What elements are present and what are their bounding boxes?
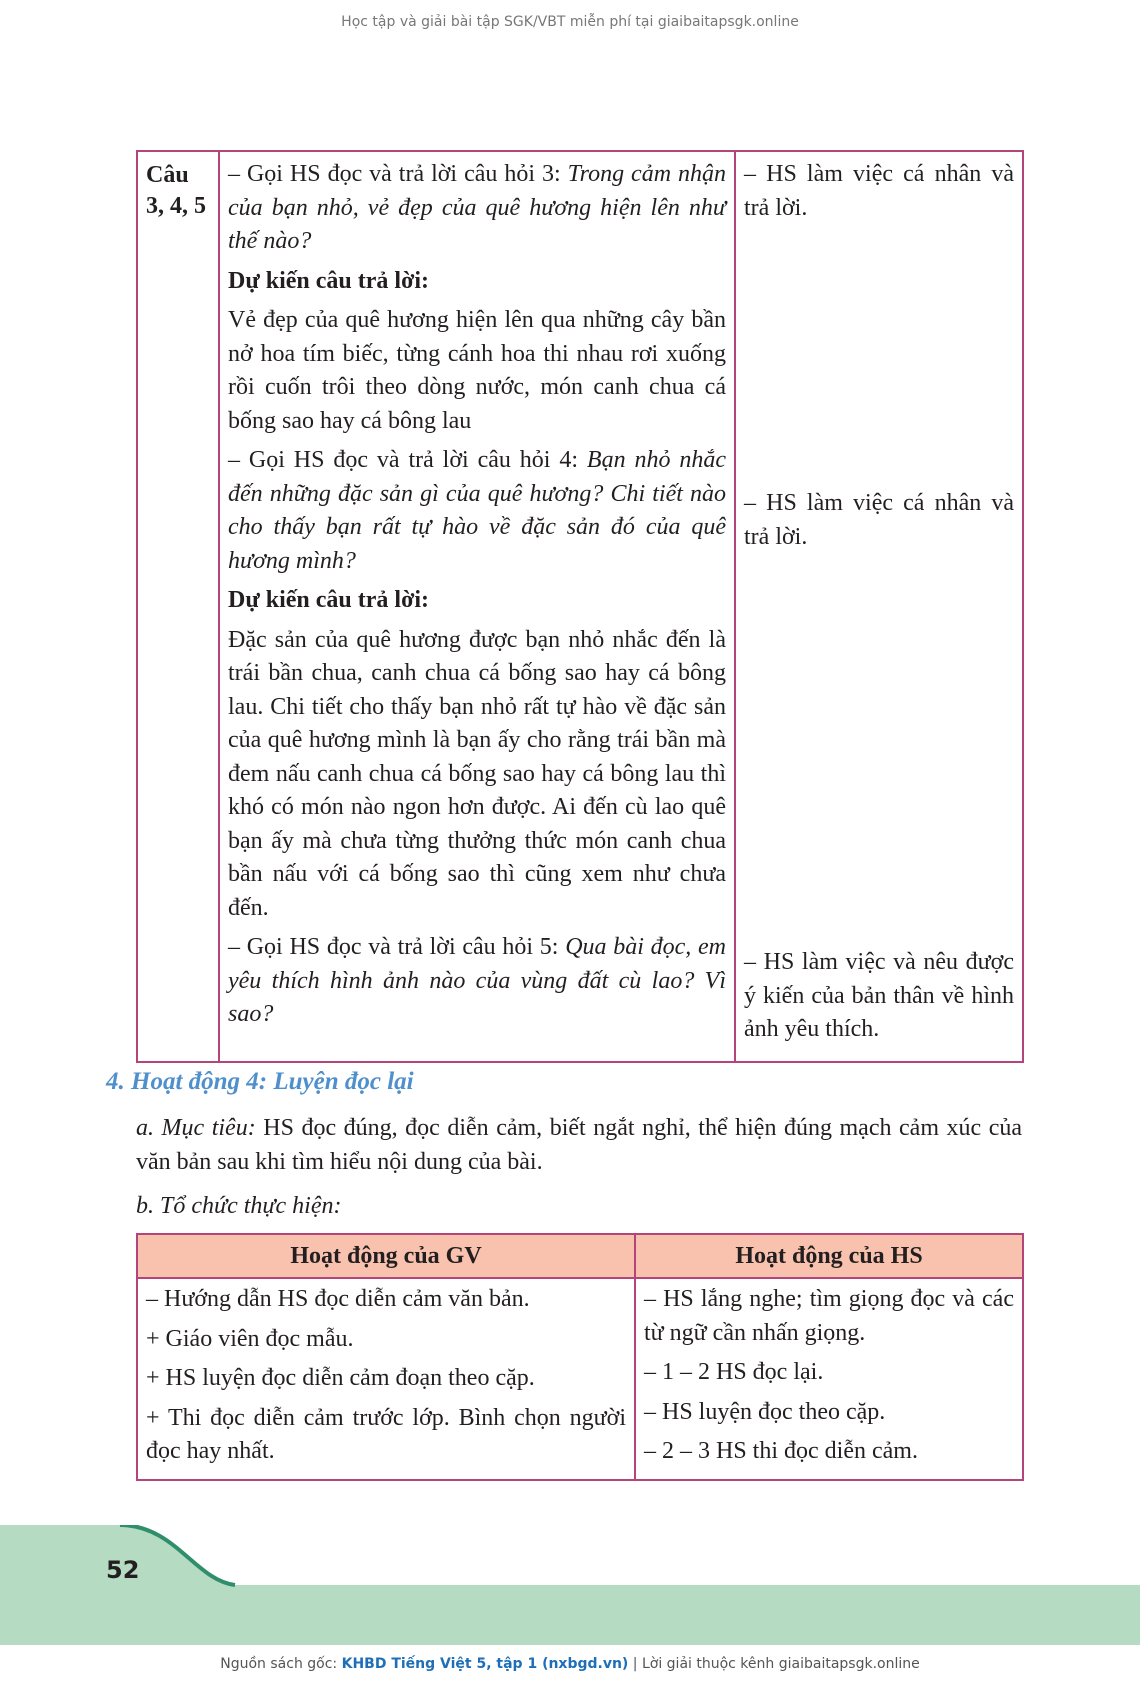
- question-3-text: Trong cảm nhận của bạn nhỏ, vẻ đẹp của quê hương hiện lên như thế nào?: [228, 161, 726, 254]
- student-response-2: – HS làm việc cá nhân và trả lời.: [744, 490, 1014, 550]
- teacher-step-4: + Thi đọc diễn cảm trước lớp. Bình chọn người đọc hay nhất.: [146, 1404, 626, 1464]
- question-4-prefix: – Gọi HS đọc và trả lời câu hỏi 4:: [228, 447, 587, 473]
- student-step-4: – 2 – 3 HS thi đọc diễn cảm.: [644, 1438, 918, 1464]
- header-teacher-activity: Hoạt động của GV: [137, 1234, 635, 1278]
- teacher-step-3: + HS luyện đọc diễn cảm đoạn theo cặp.: [146, 1365, 535, 1391]
- student-step-3: – HS luyện đọc theo cặp.: [644, 1398, 886, 1425]
- activity-table-reading: [136, 1233, 1024, 1481]
- organization-label: b. Tổ chức thực hiện:: [136, 1193, 342, 1219]
- teacher-activity-cell: [219, 151, 735, 1062]
- page-number: 52: [106, 1556, 140, 1584]
- question-label-line1: Câu: [146, 162, 189, 188]
- footer-prefix: Nguồn sách gốc:: [220, 1656, 342, 1672]
- student-step-2: – 1 – 2 HS đọc lại.: [644, 1359, 824, 1385]
- student-step-1: – HS lắng nghe; tìm giọng đọc và các từ ngữ cần nhấn giọng.: [644, 1286, 1014, 1346]
- question-5: [228, 931, 726, 1032]
- teacher-step-2: + Giáo viên đọc mẫu.: [146, 1325, 354, 1352]
- footer-wave-decoration: [0, 1525, 1140, 1645]
- student-activity-cell: [635, 1278, 1023, 1480]
- teacher-step-1: – Hướng dẫn HS đọc diễn cảm văn bản.: [146, 1286, 530, 1312]
- section-4-heading: 4. Hoạt động 4: Luyện đọc lại: [106, 1068, 414, 1095]
- footer-source: [0, 1656, 1140, 1672]
- goal-text: HS đọc đúng, đọc diễn cảm, biết ngắt nghỉ, thể hiện đúng mạch cảm xúc của văn bản sau khi tìm hiểu nội dung của bài.: [136, 1115, 1023, 1175]
- answer-heading-2: Dự kiến câu trả lời:: [228, 587, 430, 613]
- goal-label: a. Mục tiêu:: [136, 1115, 256, 1141]
- header-student-activity: Hoạt động của HS: [635, 1234, 1023, 1278]
- question-5-text: Qua bài đọc, em yêu thích hình ảnh nào của vùng đất cù lao? Vì sao?: [228, 934, 727, 1027]
- answer-2: Đặc sản của quê hương được bạn nhỏ nhắc đến là trái bần chua, canh chua cá bống sao hay cá bông lau. Chi tiết cho thấy bạn nhỏ rất tự hào về đặc sản của quê hương mình là bạn ấy cho rằng trái bần mà đem nấu canh chua cá bống sao hay cá bông lau thì khó có món nào ngon hơn được. Ai đến cù lao quê bạn ấy mà chưa từng thưởng thức món canh chua bần nấu với cá bống sao thì cũng xem như chưa đến.: [228, 626, 726, 921]
- footer-suffix: | Lời giải thuộc kênh giaibaitapsgk.online: [628, 1656, 920, 1672]
- table-row: [137, 1278, 1023, 1480]
- footer-source-link[interactable]: KHBD Tiếng Việt 5, tập 1 (nxbgd.vn): [341, 1656, 629, 1672]
- goal-paragraph: [136, 1112, 1022, 1179]
- question-label-cell: [137, 151, 219, 1062]
- activity-table-questions: [136, 150, 1024, 1063]
- student-response-3: – HS làm việc và nêu được ý kiến của bản thân về hình ảnh yêu thích.: [744, 949, 1014, 1042]
- student-response-1: – HS làm việc cá nhân và trả lời.: [744, 161, 1014, 221]
- answer-heading-1: Dự kiến câu trả lời:: [228, 267, 430, 294]
- teacher-activity-cell: [137, 1278, 635, 1480]
- question-4: [228, 444, 726, 578]
- question-3-prefix: – Gọi HS đọc và trả lời câu hỏi 3:: [228, 161, 568, 187]
- header-note: Học tập và giải bài tập SGK/VBT miễn phí tại giaibaitapsgk.online: [341, 14, 799, 30]
- question-label-line2: 3, 4, 5: [146, 193, 206, 219]
- question-4-text: Bạn nhỏ nhắc đến những đặc sản gì của quê hương? Chi tiết nào cho thấy bạn rất tự hào về đặc sản đó của quê hương mình?: [228, 447, 727, 574]
- student-activity-cell: [735, 151, 1023, 1062]
- question-5-prefix: – Gọi HS đọc và trả lời câu hỏi 5:: [228, 934, 566, 960]
- table-header-row: [137, 1234, 1023, 1278]
- answer-1: Vẻ đẹp của quê hương hiện lên qua những cây bần nở hoa tím biếc, từng cánh hoa thi nhau rơi xuống rồi cuốn trôi theo dòng nước, món canh chua cá bống sao hay cá bông lau: [228, 307, 726, 434]
- table-row: [137, 151, 1023, 1062]
- question-3: [228, 158, 726, 259]
